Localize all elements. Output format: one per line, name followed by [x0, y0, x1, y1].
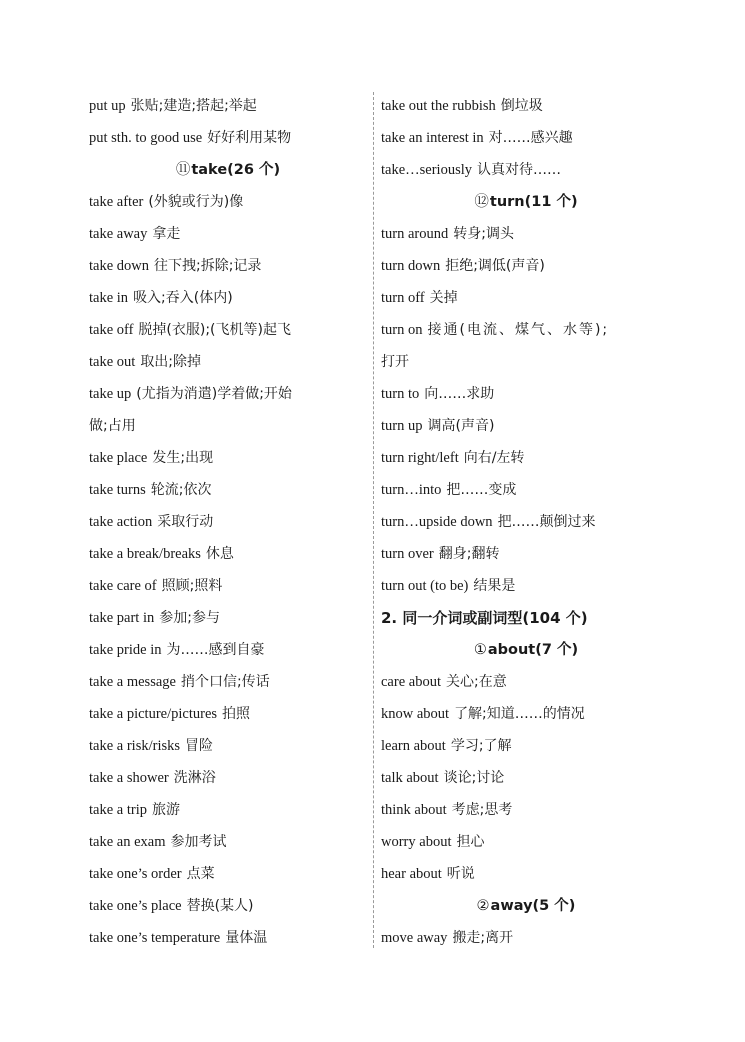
about-heading: ①about(7 个) [473, 642, 579, 658]
phrase-row: turn…upside down 把……颠倒过来 [381, 514, 596, 530]
phrase-row: take place 发生;出现 [89, 450, 214, 466]
phrase-row: take action 采取行动 [89, 514, 214, 530]
phrase-row: turn out (to be) 结果是 [381, 578, 516, 594]
phrase-row: turn around 转身;调头 [381, 226, 514, 242]
phrase-row-continued: 做;占用 [89, 418, 136, 434]
phrase-row: turn on 接通(电流、煤气、水等); [381, 322, 610, 338]
phrase-row: worry about 担心 [381, 834, 485, 850]
phrase-row: turn to 向……求助 [381, 386, 495, 402]
left-column [89, 90, 367, 954]
phrase-row-continued: 打开 [381, 354, 409, 370]
phrase-row: take…seriously 认真对待…… [381, 162, 562, 178]
phrase-row: turn…into 把……变成 [381, 482, 517, 498]
phrase-row: turn over 翻身;翻转 [381, 546, 500, 562]
phrase-row: take care of 照顾;照料 [89, 578, 223, 594]
phrase-row: put up 张贴;建造;搭起;举起 [89, 98, 257, 114]
phrase-row: turn off 关掉 [381, 290, 458, 306]
phrase-row: take out the rubbish 倒垃圾 [381, 98, 543, 114]
section-2-title: 2. 同一介词或副词型(104 个) [381, 609, 588, 627]
phrase-row: take up (尤指为消遣)学着做;开始 [89, 386, 292, 402]
phrase-row: take one’s temperature 量体温 [89, 930, 268, 946]
phrase-row: take in 吸入;吞入(体内) [89, 290, 233, 306]
take-heading: ⑪take(26 个) [175, 162, 281, 178]
away-heading: ②away(5 个) [476, 898, 576, 914]
right-column [381, 90, 671, 954]
turn-heading: ⑫turn(11 个) [474, 194, 578, 210]
phrase-row: take part in 参加;参与 [89, 610, 220, 626]
phrase-row: learn about 学习;了解 [381, 738, 512, 754]
phrase-row: take away 拿走 [89, 226, 181, 242]
phrase-row: take pride in 为……感到自豪 [89, 642, 265, 658]
phrase-row: take turns 轮流;依次 [89, 482, 212, 498]
phrase-row: turn right/left 向右/左转 [381, 450, 525, 466]
phrase-row: take a trip 旅游 [89, 802, 180, 818]
phrase-row: take a picture/pictures 拍照 [89, 706, 251, 722]
phrase-row: move away 搬走;离开 [381, 930, 514, 946]
phrase-row: know about 了解;知道……的情况 [381, 706, 585, 722]
phrase-row: take after (外貌或行为)像 [89, 194, 244, 210]
phrase-row: turn down 拒绝;调低(声音) [381, 258, 545, 274]
phrase-row: turn up 调高(声音) [381, 418, 495, 434]
phrase-row: talk about 谈论;讨论 [381, 770, 505, 786]
phrase-row: take one’s place 替换(某人) [89, 898, 254, 914]
phrase-row: hear about 听说 [381, 866, 475, 882]
phrase-row: take off 脱掉(衣服);(飞机等)起飞 [89, 322, 291, 338]
phrase-row: take one’s order 点菜 [89, 866, 215, 882]
phrase-row: take down 往下拽;拆除;记录 [89, 258, 262, 274]
phrase-row: take out 取出;除掉 [89, 354, 202, 370]
phrase-row: take a shower 洗淋浴 [89, 770, 216, 786]
phrase-row: take an exam 参加考试 [89, 834, 227, 850]
phrase-row: think about 考虑;思考 [381, 802, 513, 818]
phrase-row: take a risk/risks 冒险 [89, 738, 214, 754]
column-divider [373, 92, 374, 948]
phrase-row: take an interest in 对……感兴趣 [381, 130, 573, 146]
phrase-row: take a break/breaks 休息 [89, 546, 234, 562]
phrase-row: take a message 捎个口信;传话 [89, 674, 270, 690]
phrase-row: put sth. to good use 好好利用某物 [89, 130, 292, 146]
phrase-row: care about 关心;在意 [381, 674, 507, 690]
